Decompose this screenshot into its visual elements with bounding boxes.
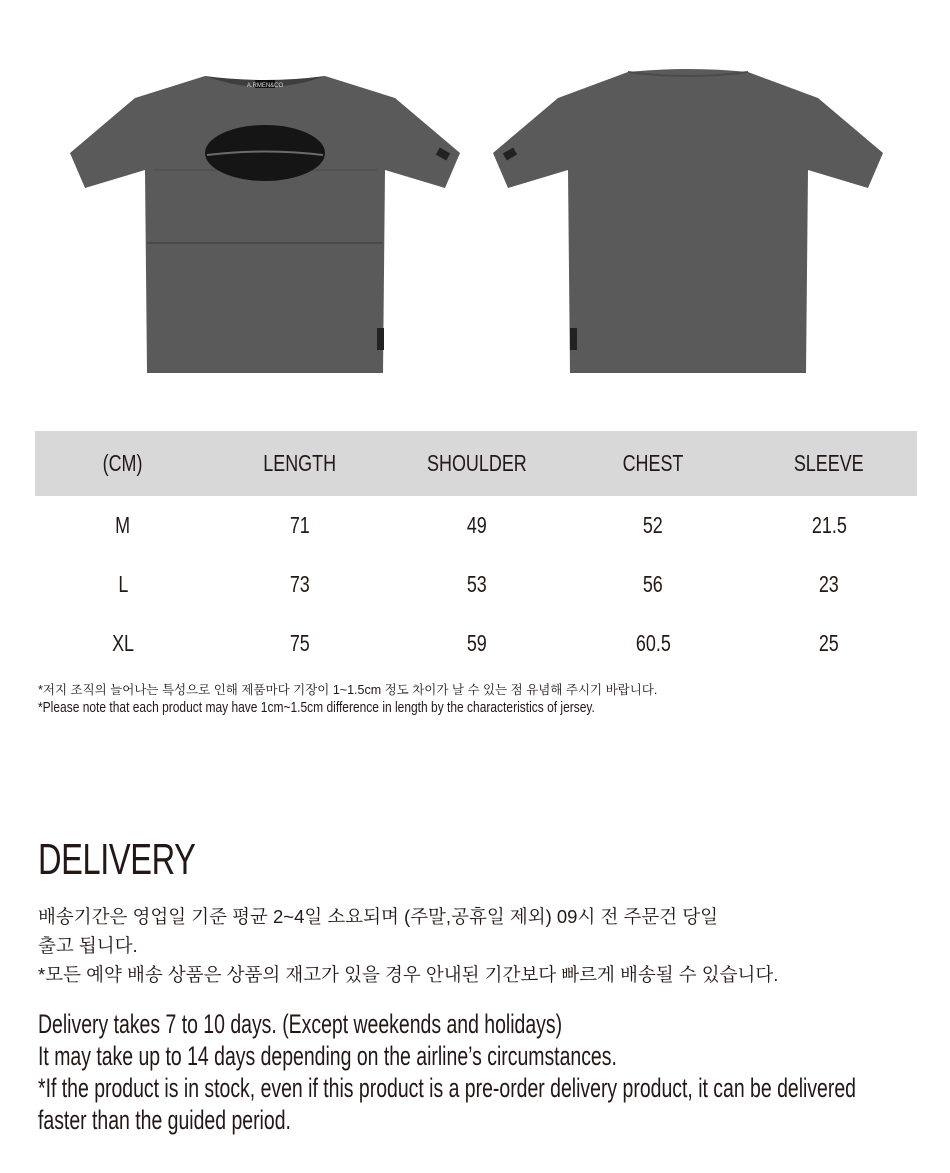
size-table <box>35 431 917 673</box>
header-chest: CHEST <box>622 450 684 476</box>
delivery-kr-line: 배송기간은 영업일 기준 평균 2~4일 소요되며 (주말,공휴일 제외) 09시 전 주문건 당일 <box>38 906 718 927</box>
chest-cell: 60.5 <box>635 630 671 656</box>
header-shoulder: SHOULDER <box>426 450 527 476</box>
shoulder-cell: 49 <box>466 512 487 538</box>
size-cell: L <box>118 571 128 597</box>
sleeve-cell: 21.5 <box>811 512 847 538</box>
size-table-header <box>35 431 917 496</box>
note-english: *Please note that each product may have 1cm~1.5cm difference in length by the characteristics of jersey. <box>38 699 595 716</box>
sleeve-cell: 25 <box>819 630 839 656</box>
tshirt-front-image <box>65 58 465 388</box>
sleeve-cell: 23 <box>819 571 839 597</box>
delivery-kr-line: *모든 예약 배송 상품은 상품의 재고가 있을 경우 안내된 기간보다 빠르게 배송될 수 있습니다. <box>38 964 779 985</box>
length-cell: 73 <box>289 571 310 597</box>
header-length: LENGTH <box>263 450 336 476</box>
delivery-korean-text <box>38 902 778 989</box>
brand-label: A.RMEN&CO <box>246 83 284 89</box>
delivery-title: DELIVERY <box>38 835 196 884</box>
delivery-en-line: Delivery takes 7 to 10 days. (Except weekends and holidays) <box>38 1009 563 1039</box>
delivery-kr-line: 출고 됩니다. <box>38 935 138 956</box>
size-cell: M <box>115 512 131 538</box>
delivery-en-line: *If the product is in stock, even if this product is a pre-order delivery product, it can be delivered <box>38 1073 856 1103</box>
chest-cell: 52 <box>643 512 663 538</box>
length-cell: 71 <box>289 512 310 538</box>
table-row <box>35 555 917 614</box>
size-notes <box>38 681 734 717</box>
table-row <box>35 614 917 673</box>
shoulder-cell: 53 <box>466 571 487 597</box>
header-sleeve: SLEEVE <box>794 450 864 476</box>
size-cell: XL <box>112 630 134 656</box>
length-cell: 75 <box>289 630 310 656</box>
chest-cell: 56 <box>643 571 663 597</box>
shoulder-cell: 59 <box>466 630 487 656</box>
header-unit: (CM) <box>103 450 143 476</box>
tshirt-back-image <box>488 58 888 388</box>
delivery-english-text <box>38 1008 856 1136</box>
delivery-en-line: It may take up to 14 days depending on the airline’s circumstances. <box>38 1041 617 1071</box>
note-korean: *저지 조직의 늘어나는 특성으로 인해 제품마다 기장이 1~1.5cm 정도 차이가 날 수 있는 점 유념해 주시기 바랍니다. <box>38 683 658 697</box>
delivery-en-line: faster than the guided period. <box>38 1105 291 1135</box>
table-row <box>35 496 917 555</box>
